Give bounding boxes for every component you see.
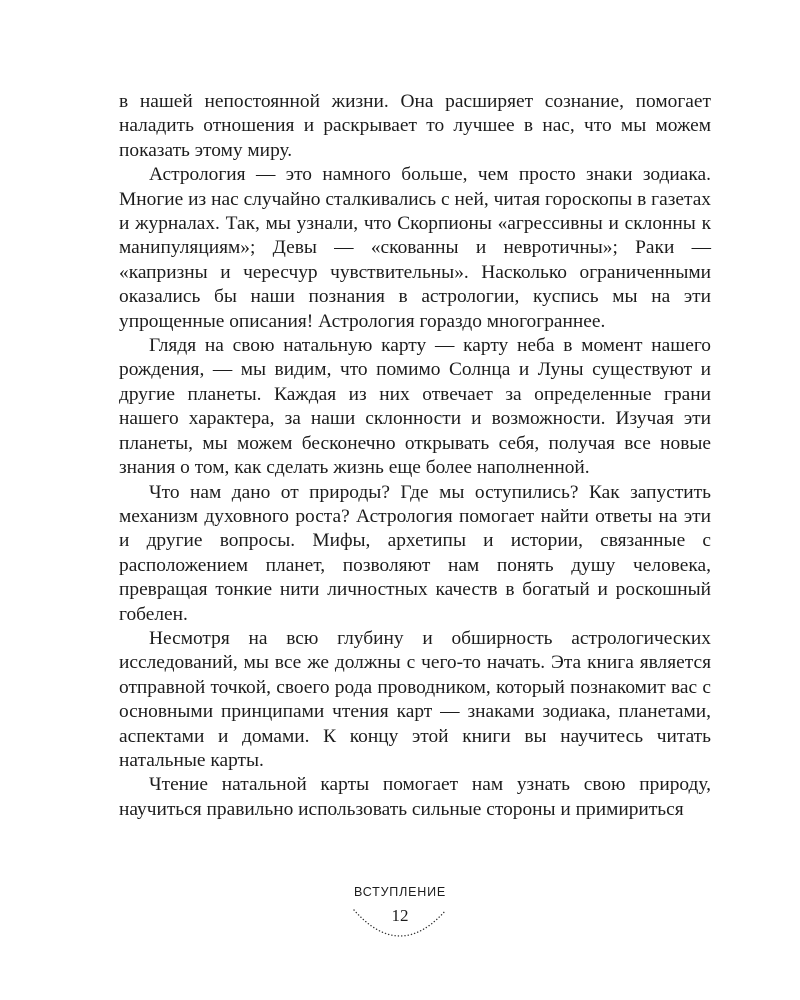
- paragraph: Чтение натальной карты помогает нам узнать свою природу, научиться правильно использовать сильные стороны и примириться: [119, 774, 711, 820]
- running-section-title: ВСТУПЛЕНИЕ: [354, 885, 446, 899]
- paragraph: Что нам дано от природы? Где мы оступились? Как запустить механизм духовного роста? Астрология помогает найти ответы на эти и другие вопросы. Мифы, архетипы и истории, связанные с расположением планет, позволяют нам понять душу человека, превращая тонкие нити личностных качеств в богатый и роскошный гобелен.: [119, 481, 711, 625]
- paragraph: в нашей непостоянной жизни. Она расширяет сознание, помогает наладить отношения и раскрывает то лучшее в нас, что мы можем показать этому миру.: [119, 91, 711, 161]
- paragraph: Глядя на свою натальную карту — карту неба в момент нашего рождения, — мы видим, что помимо Солнца и Луны существуют и другие планеты. Каждая из них отвечает за определенные грани нашего характера, за наши склонности и возможности. Изучая эти планеты, мы можем бесконечно открывать себя, получая все новые знания о том, как сделать жизнь еще более наполненной.: [119, 335, 711, 479]
- paragraph: Несмотря на всю глубину и обширность астрологических исследований, мы все же должны с чего-то начать. Эта книга является отправной точкой, своего рода проводником, который познакомит вас с основными принципами чтения карт — знаками зодиака, планетами, аспектами и домами. К концу этой книги вы научитесь читать натальные карты.: [119, 627, 711, 771]
- paragraph: Астрология — это намного больше, чем просто знаки зодиака. Многие из нас случайно сталкивались с ней, читая гороскопы в газетах и журналах. Так, мы узнали, что Скорпионы «агрессивны и склонны к манипуляциям»; Девы — «скованны и невротичны»; Раки — «капризны и чересчур чувствительны». Насколько ограниченными оказались бы наши познания в астрологии, куспись мы на эти упрощенные описания! Астрология гораздо многограннее.: [119, 164, 711, 332]
- page-number: 12: [391, 906, 409, 925]
- page-number-ornament: [340, 904, 460, 948]
- page-footer: [0, 884, 800, 948]
- body-text: [119, 90, 711, 822]
